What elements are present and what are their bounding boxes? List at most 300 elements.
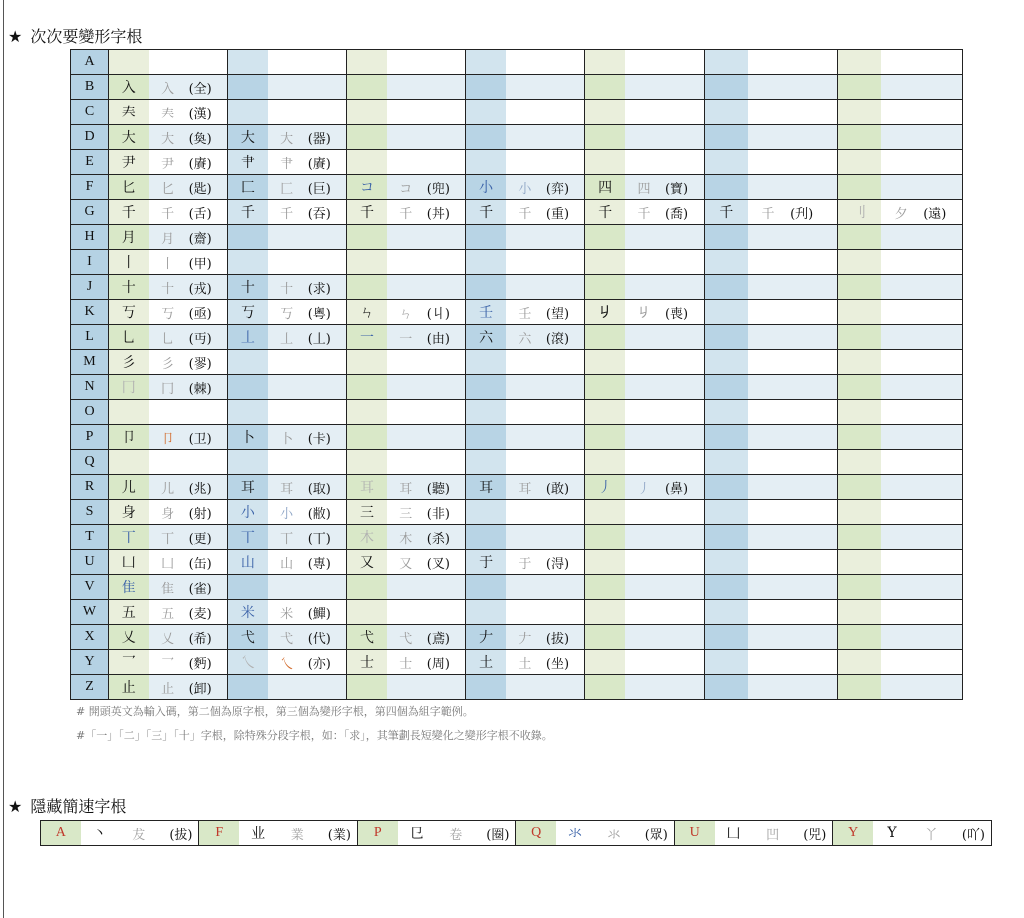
- variant-radical-cell: [506, 350, 544, 375]
- original-radical-cell: [585, 150, 625, 175]
- original-radical-cell: [347, 75, 387, 100]
- example-char-cell: (代): [306, 625, 347, 650]
- table-row: [71, 450, 963, 475]
- variant-radical-cell: [881, 400, 921, 425]
- example-char-cell: (吞): [306, 200, 347, 225]
- hidden-key-cell: Y: [833, 821, 873, 846]
- input-key-cell: G: [71, 200, 109, 225]
- original-radical-cell: 小: [466, 175, 506, 200]
- variant-radical-cell: 肀: [268, 150, 306, 175]
- original-radical-cell: [347, 275, 387, 300]
- example-char-cell: [788, 550, 837, 575]
- variant-radical-cell: [881, 475, 921, 500]
- original-radical-cell: [837, 650, 881, 675]
- original-radical-cell: 月: [109, 225, 149, 250]
- example-char-cell: [544, 50, 585, 75]
- example-char-cell: [425, 375, 466, 400]
- variant-radical-cell: 耳: [268, 475, 306, 500]
- original-radical-cell: 千: [704, 200, 748, 225]
- original-radical-cell: [347, 425, 387, 450]
- original-radical-cell: 千: [585, 200, 625, 225]
- original-radical-cell: [228, 375, 268, 400]
- original-radical-cell: 耳: [466, 475, 506, 500]
- variant-radical-cell: 土: [506, 650, 544, 675]
- original-radical-cell: [837, 600, 881, 625]
- original-radical-cell: 乂: [109, 625, 149, 650]
- original-radical-cell: 千: [228, 200, 268, 225]
- example-char-cell: (希): [187, 625, 228, 650]
- original-radical-cell: 匚: [228, 175, 268, 200]
- variant-radical-cell: [748, 350, 788, 375]
- variant-radical-cell: [149, 50, 187, 75]
- example-char-cell: [544, 400, 585, 425]
- hidden-key-cell: U: [674, 821, 714, 846]
- variant-radical-cell: [881, 350, 921, 375]
- original-radical-cell: 乀: [228, 650, 268, 675]
- original-radical-cell: [347, 600, 387, 625]
- original-radical-cell: 卜: [228, 425, 268, 450]
- original-radical-cell: [466, 50, 506, 75]
- hidden-key-cell: Q: [516, 821, 556, 846]
- example-char-cell: [663, 150, 704, 175]
- original-radical-cell: [466, 675, 506, 700]
- example-char-cell: [921, 300, 962, 325]
- example-char-cell: (粵): [306, 300, 347, 325]
- variant-radical-cell: [881, 525, 921, 550]
- original-radical-cell: [585, 100, 625, 125]
- example-char-cell: [788, 400, 837, 425]
- example-char-cell: [663, 250, 704, 275]
- variant-radical-cell: [748, 225, 788, 250]
- original-radical-cell: [585, 275, 625, 300]
- variant-radical-cell: [625, 425, 663, 450]
- example-char-cell: [663, 375, 704, 400]
- example-char-cell: [921, 175, 962, 200]
- variant-radical-cell: 耳: [506, 475, 544, 500]
- variant-radical-cell: [625, 450, 663, 475]
- original-radical-cell: [704, 225, 748, 250]
- example-char-cell: (卫): [187, 425, 228, 450]
- example-char-cell: [921, 150, 962, 175]
- original-radical-cell: [837, 400, 881, 425]
- table-row: [71, 600, 963, 625]
- example-char-cell: [921, 625, 962, 650]
- original-radical-cell: [704, 625, 748, 650]
- example-char-cell: [425, 250, 466, 275]
- variant-radical-cell: [881, 50, 921, 75]
- original-radical-cell: [585, 125, 625, 150]
- original-radical-cell: [704, 50, 748, 75]
- example-char-cell: [921, 475, 962, 500]
- variant-radical-cell: 大: [149, 125, 187, 150]
- example-char-cell: (奐): [187, 125, 228, 150]
- variant-radical-cell: 匚: [268, 175, 306, 200]
- example-char-cell: [187, 50, 228, 75]
- original-radical-cell: [837, 225, 881, 250]
- example-char-cell: (賡): [306, 150, 347, 175]
- example-char-cell: [306, 75, 347, 100]
- example-char-cell: [788, 675, 837, 700]
- example-char-cell: [788, 300, 837, 325]
- example-char-cell: [187, 450, 228, 475]
- example-char-cell: (鼻): [663, 475, 704, 500]
- table-row: [71, 100, 963, 125]
- original-radical-cell: [837, 150, 881, 175]
- variant-radical-cell: 卜: [268, 425, 306, 450]
- original-radical-cell: 木: [347, 525, 387, 550]
- variant-radical-cell: [625, 400, 663, 425]
- variant-radical-cell: 凹: [753, 821, 793, 846]
- original-radical-cell: 山: [228, 550, 268, 575]
- variant-radical-cell: 卷: [436, 821, 476, 846]
- variant-radical-cell: 六: [506, 325, 544, 350]
- variant-radical-cell: 米: [268, 600, 306, 625]
- table-row: [71, 50, 963, 75]
- original-radical-cell: Y: [873, 821, 911, 846]
- variant-radical-cell: [506, 375, 544, 400]
- page-left-rule: [3, 0, 4, 918]
- input-key-cell: Y: [71, 650, 109, 675]
- example-char-cell: [788, 275, 837, 300]
- example-char-cell: [663, 450, 704, 475]
- table-row: [71, 550, 963, 575]
- example-char-cell: [921, 400, 962, 425]
- variant-radicals-table: [70, 49, 963, 700]
- example-char-cell: [921, 600, 962, 625]
- input-key-cell: V: [71, 575, 109, 600]
- example-char-cell: [425, 400, 466, 425]
- input-key-cell: R: [71, 475, 109, 500]
- variant-radical-cell: [387, 600, 425, 625]
- example-char-cell: (喪): [663, 300, 704, 325]
- example-char-cell: (刋): [788, 200, 837, 225]
- variant-radical-cell: 丿: [625, 475, 663, 500]
- original-radical-cell: 彡: [109, 350, 149, 375]
- variant-radical-cell: [748, 600, 788, 625]
- variant-radical-cell: [625, 75, 663, 100]
- example-char-cell: (麦): [187, 600, 228, 625]
- variant-radical-cell: [625, 650, 663, 675]
- original-radical-cell: 凵: [109, 550, 149, 575]
- hidden-key-cell: F: [199, 821, 239, 846]
- variant-radical-cell: [881, 325, 921, 350]
- example-char-cell: (弈): [544, 175, 585, 200]
- variant-radical-cell: [625, 550, 663, 575]
- original-radical-cell: [585, 575, 625, 600]
- variant-radical-cell: 壬: [506, 300, 544, 325]
- variant-radical-cell: [387, 150, 425, 175]
- original-radical-cell: [837, 550, 881, 575]
- original-radical-cell: [466, 150, 506, 175]
- example-char-cell: [306, 375, 347, 400]
- original-radical-cell: コ: [347, 175, 387, 200]
- variant-radical-cell: [506, 275, 544, 300]
- example-char-cell: [788, 600, 837, 625]
- variant-radical-cell: [387, 225, 425, 250]
- original-radical-cell: [704, 250, 748, 275]
- variant-radical-cell: 入: [149, 75, 187, 100]
- example-char-cell: (遠): [921, 200, 962, 225]
- original-radical-cell: [585, 500, 625, 525]
- example-char-cell: [306, 400, 347, 425]
- variant-radical-cell: [625, 625, 663, 650]
- variant-radical-cell: [268, 250, 306, 275]
- example-char-cell: [425, 75, 466, 100]
- original-radical-cell: 尹: [109, 150, 149, 175]
- variant-radical-cell: [881, 100, 921, 125]
- variant-radical-cell: [625, 250, 663, 275]
- example-char-cell: [788, 525, 837, 550]
- variant-radical-cell: [881, 375, 921, 400]
- variant-radical-cell: [625, 100, 663, 125]
- variant-radical-cell: 身: [149, 500, 187, 525]
- original-radical-cell: [704, 175, 748, 200]
- example-char-cell: [663, 350, 704, 375]
- example-char-cell: [663, 425, 704, 450]
- footnote-1: # 開頭英文為輸入碼，第二個為原字根，第三個為變形字根，第四個為組字範例。: [76, 705, 474, 718]
- original-radical-cell: [466, 125, 506, 150]
- example-char-cell: [663, 600, 704, 625]
- variant-radical-cell: 五: [149, 600, 187, 625]
- example-char-cell: (丄): [306, 325, 347, 350]
- variant-radical-cell: [387, 250, 425, 275]
- variant-radical-cell: [506, 425, 544, 450]
- example-char-cell: [921, 375, 962, 400]
- input-key-cell: S: [71, 500, 109, 525]
- variant-radical-cell: [625, 50, 663, 75]
- original-radical-cell: [228, 50, 268, 75]
- variant-radical-cell: [748, 100, 788, 125]
- example-char-cell: (滾): [544, 325, 585, 350]
- original-radical-cell: 士: [347, 650, 387, 675]
- original-radical-cell: 丄: [228, 325, 268, 350]
- example-char-cell: (叉): [425, 550, 466, 575]
- example-char-cell: [921, 250, 962, 275]
- original-radical-cell: [228, 575, 268, 600]
- variant-radical-cell: 千: [387, 200, 425, 225]
- example-char-cell: (圈): [476, 821, 516, 846]
- original-radical-cell: 止: [109, 675, 149, 700]
- example-char-cell: [788, 100, 837, 125]
- variant-radical-cell: 耳: [387, 475, 425, 500]
- original-radical-cell: [228, 350, 268, 375]
- table-row: [71, 475, 963, 500]
- variant-radical-cell: 卩: [149, 425, 187, 450]
- original-radical-cell: [837, 300, 881, 325]
- example-char-cell: (業): [317, 821, 357, 846]
- variant-radical-cell: 𡗗: [149, 100, 187, 125]
- example-char-cell: (丅): [306, 525, 347, 550]
- original-radical-cell: [228, 675, 268, 700]
- variant-radical-cell: [748, 550, 788, 575]
- example-char-cell: (賡): [187, 150, 228, 175]
- original-radical-cell: [466, 75, 506, 100]
- original-radical-cell: [228, 400, 268, 425]
- original-radical-cell: 大: [228, 125, 268, 150]
- original-radical-cell: [466, 350, 506, 375]
- example-char-cell: [425, 100, 466, 125]
- variant-radical-cell: [387, 575, 425, 600]
- original-radical-cell: [837, 100, 881, 125]
- original-radical-cell: [704, 575, 748, 600]
- variant-radical-cell: 夕: [881, 200, 921, 225]
- example-char-cell: [921, 550, 962, 575]
- variant-radical-cell: 丨: [149, 250, 187, 275]
- original-radical-cell: [704, 350, 748, 375]
- original-radical-cell: 于: [466, 550, 506, 575]
- original-radical-cell: [837, 275, 881, 300]
- example-char-cell: [788, 650, 837, 675]
- variant-radical-cell: [748, 75, 788, 100]
- table-row: [71, 675, 963, 700]
- example-char-cell: (麪): [187, 650, 228, 675]
- original-radical-cell: [704, 125, 748, 150]
- variant-radical-cell: 于: [506, 550, 544, 575]
- original-radical-cell: [347, 150, 387, 175]
- original-radical-cell: 十: [109, 275, 149, 300]
- variant-radical-cell: [881, 150, 921, 175]
- example-char-cell: [788, 625, 837, 650]
- original-radical-cell: 隹: [109, 575, 149, 600]
- example-char-cell: (吖): [951, 821, 991, 846]
- variant-radical-cell: [748, 650, 788, 675]
- variant-radical-cell: 犮: [119, 821, 159, 846]
- variant-radical-cell: 氺: [594, 821, 634, 846]
- original-radical-cell: [704, 425, 748, 450]
- original-radical-cell: [837, 125, 881, 150]
- variant-radical-cell: 止: [149, 675, 187, 700]
- variant-radical-cell: [387, 125, 425, 150]
- original-radical-cell: 耳: [228, 475, 268, 500]
- original-radical-cell: 乛: [109, 650, 149, 675]
- input-key-cell: O: [71, 400, 109, 425]
- variant-radical-cell: [625, 375, 663, 400]
- example-char-cell: (射): [187, 500, 228, 525]
- original-radical-cell: [704, 500, 748, 525]
- variant-radical-cell: 士: [387, 650, 425, 675]
- example-char-cell: (漢): [187, 100, 228, 125]
- variant-radical-cell: [748, 250, 788, 275]
- example-char-cell: (亟): [187, 300, 228, 325]
- original-radical-cell: [347, 450, 387, 475]
- table-row: [71, 275, 963, 300]
- example-char-cell: (亦): [306, 650, 347, 675]
- example-char-cell: [544, 250, 585, 275]
- variant-radical-cell: [881, 75, 921, 100]
- example-char-cell: (敢): [544, 475, 585, 500]
- original-radical-cell: [347, 50, 387, 75]
- example-char-cell: (器): [306, 125, 347, 150]
- variant-radical-cell: [268, 375, 306, 400]
- variant-radical-cell: 千: [149, 200, 187, 225]
- example-char-cell: [921, 225, 962, 250]
- example-char-cell: (取): [306, 475, 347, 500]
- table-row: [71, 150, 963, 175]
- example-char-cell: [306, 450, 347, 475]
- example-char-cell: (匙): [187, 175, 228, 200]
- example-char-cell: [425, 125, 466, 150]
- original-radical-cell: [837, 625, 881, 650]
- example-char-cell: [425, 600, 466, 625]
- variant-radical-cell: [625, 500, 663, 525]
- variant-radical-cell: [881, 175, 921, 200]
- original-radical-cell: 四: [585, 175, 625, 200]
- example-char-cell: [663, 575, 704, 600]
- variant-radical-cell: 千: [625, 200, 663, 225]
- variant-radical-cell: [506, 150, 544, 175]
- variant-radical-cell: [881, 675, 921, 700]
- example-char-cell: [544, 125, 585, 150]
- original-radical-cell: [466, 225, 506, 250]
- variant-radical-cell: 乛: [149, 650, 187, 675]
- variant-radical-cell: [625, 675, 663, 700]
- original-radical-cell: [704, 550, 748, 575]
- variant-radical-cell: [748, 175, 788, 200]
- example-char-cell: [544, 525, 585, 550]
- variant-radical-cell: 𠂈: [625, 300, 663, 325]
- variant-radical-cell: 彡: [149, 350, 187, 375]
- example-char-cell: [544, 500, 585, 525]
- variant-radical-cell: 乀: [268, 650, 306, 675]
- input-key-cell: B: [71, 75, 109, 100]
- original-radical-cell: [585, 550, 625, 575]
- original-radical-cell: [466, 575, 506, 600]
- variant-radical-cell: [268, 50, 306, 75]
- example-char-cell: [425, 425, 466, 450]
- table-row: [71, 200, 963, 225]
- example-char-cell: [921, 675, 962, 700]
- example-char-cell: (雀): [187, 575, 228, 600]
- table-row: [71, 75, 963, 100]
- example-char-cell: [921, 75, 962, 100]
- variant-radical-cell: 隹: [149, 575, 187, 600]
- variant-radical-cell: 丂: [149, 300, 187, 325]
- original-radical-cell: [585, 625, 625, 650]
- original-radical-cell: 六: [466, 325, 506, 350]
- example-char-cell: (棘): [187, 375, 228, 400]
- original-radical-cell: [837, 325, 881, 350]
- example-char-cell: (鳶): [425, 625, 466, 650]
- variant-radical-cell: 儿: [149, 475, 187, 500]
- original-radical-cell: [347, 125, 387, 150]
- input-key-cell: F: [71, 175, 109, 200]
- example-char-cell: (缶): [187, 550, 228, 575]
- original-radical-cell: [837, 350, 881, 375]
- original-radical-cell: [704, 650, 748, 675]
- example-char-cell: [544, 425, 585, 450]
- original-radical-cell: 壬: [466, 300, 506, 325]
- original-radical-cell: [837, 175, 881, 200]
- input-key-cell: N: [71, 375, 109, 400]
- variant-radical-cell: [748, 150, 788, 175]
- example-char-cell: (更): [187, 525, 228, 550]
- original-radical-cell: [704, 300, 748, 325]
- variant-radical-cell: 四: [625, 175, 663, 200]
- table-row: [71, 525, 963, 550]
- example-char-cell: [663, 275, 704, 300]
- example-char-cell: (卸): [187, 675, 228, 700]
- example-char-cell: (敝): [306, 500, 347, 525]
- original-radical-cell: [837, 250, 881, 275]
- input-key-cell: Q: [71, 450, 109, 475]
- example-char-cell: (望): [544, 300, 585, 325]
- example-char-cell: [921, 450, 962, 475]
- variant-radical-cell: [881, 500, 921, 525]
- original-radical-cell: [466, 450, 506, 475]
- variant-radical-cell: [625, 600, 663, 625]
- original-radical-cell: [837, 450, 881, 475]
- hidden-key-cell: A: [41, 821, 81, 846]
